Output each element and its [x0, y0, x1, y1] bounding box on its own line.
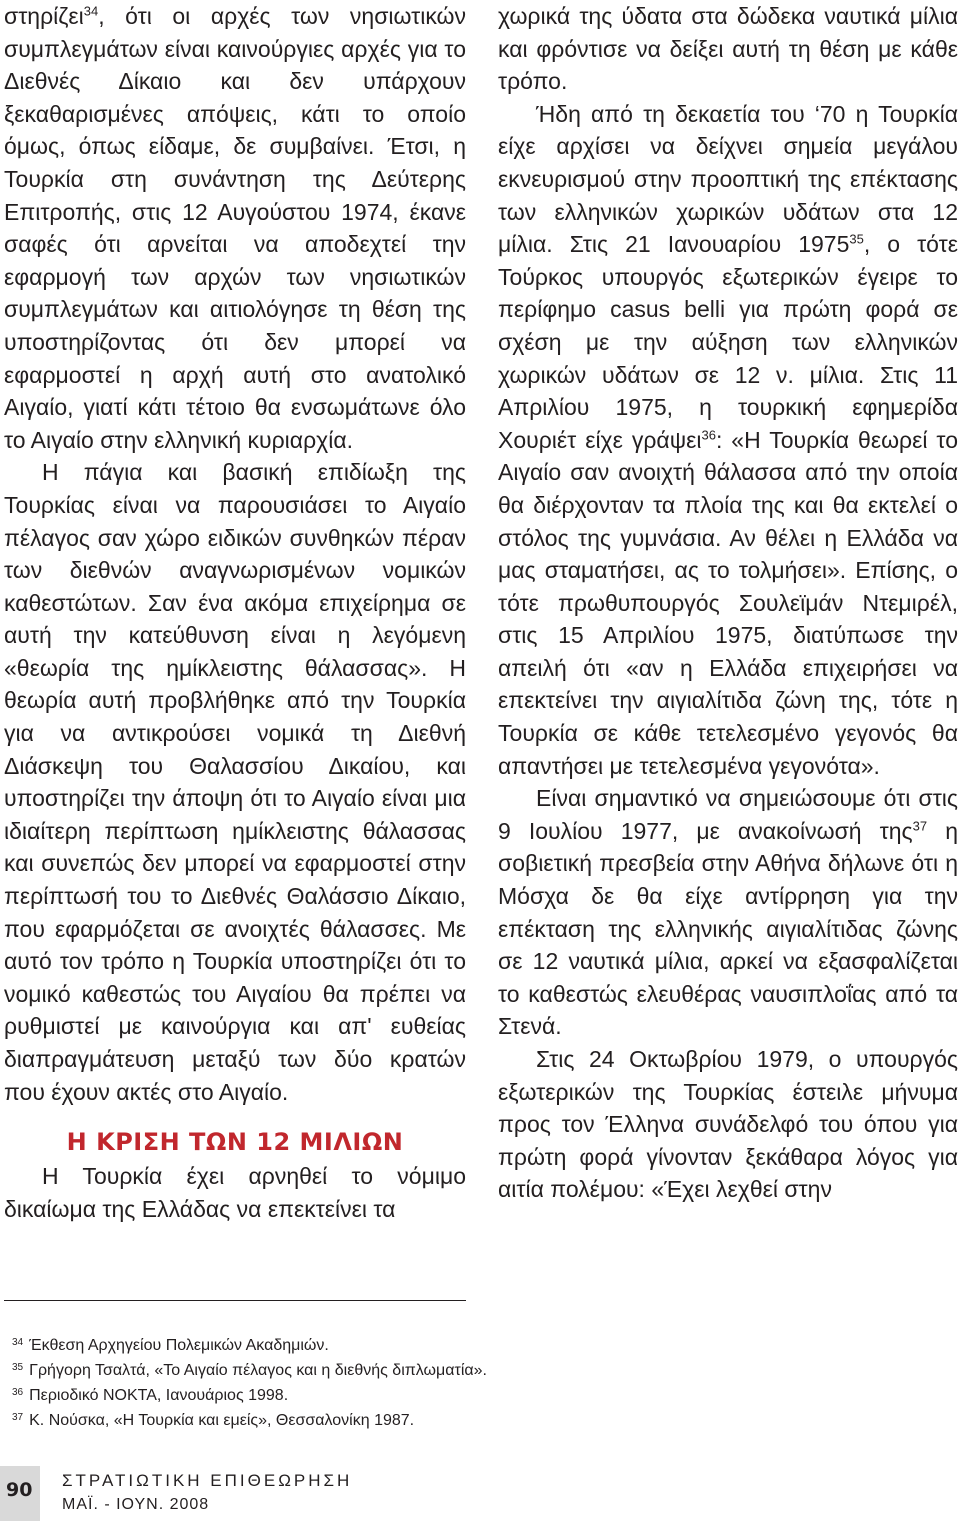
paragraph: Ήδη από τη δεκαετία του ‘70 η Τουρκία είχε αρχίσει να δείχνει σημεία μεγάλου εκνευρισμού στην προοπτική της επέκτασης των ελληνικών χωρικών υδάτων στα 12 μίλια. Στις 21 Ιανουαρίου 1975$^{35}$, ο τότε Τούρκος υπουργός εξωτερικών έγειρε το περίφημο casus belli για πρώτη φορά σε σχέση με την αύξηση των ελληνικών χωρικών υδάτων σε 12 ν. μίλια. Στις 11 Απριλίου 1975, η τουρκική εφημερίδα Χουριέτ είχε γράψει$^{36}$: «Η Τουρκία θεωρεί το Αιγαίο σαν ανοιχτή θάλασσα από την οποία θα διέρχονταν τα πλοία της και θα εκτελεί ο στόλος της γυμνάσια. Αν θέλει η Ελλάδα να μας σταματήσει, ας το τολμήσει». Επίσης, ο τότε πρωθυπουργός Σουλεϊμάν Ντεμιρέλ, στις 15 Απριλίου 1975, διατύπωσε την απειλή ότι «αν η Ελλάδα επιχειρήσει να επεκτείνει την αιγιαλίτιδα ζώνη της, τότε η Τουρκία σε κάθε τετελεσμένο γεγονός θα απαντήσει με τετελεσμένα γεγονότα».: [498, 100, 958, 779]
page-footer: [0, 1466, 960, 1521]
footnote-text: Κ. Νούσκα, «Η Τουρκία και εμείς», Θεσσαλονίκη 1987.: [29, 1412, 415, 1429]
footnote-ref[interactable]: 37: [912, 818, 928, 834]
footnote: [12, 1408, 487, 1433]
page-number-box: [0, 1466, 40, 1521]
paragraph: στηρίζει$^{34}$, ότι οι αρχές των νησιωτικών συμπλεγμάτων είναι καινούργιες αρχές για το Διεθνές Δίκαιο και δεν υπάρχουν ξεκαθαρισμένες απόψεις, κάτι το οποίο όμως, όπως είδαμε, δε συμβαίνει. Έτσι, η Τουρκία στη συνάντηση της Δεύτερης Επιτροπής, στις 12 Αυγούστου 1974, έκανε σαφές ότι αρνείται να αποδεχτεί την εφαρμογή των αρχών των νησιωτικών συμπλεγμάτων και αιτιολόγησε τη θέση της υποστηρίζοντας ότι δεν μπορεί να εφαρμοστεί η αρχή αυτή στο ανατολικό Αιγαίο, γιατί κάτι τέτοιο θα ενσωμάτωνε όλο το Αιγαίο στην ελληνική κυριαρχία.: [4, 3, 466, 453]
footnote: [12, 1358, 487, 1383]
paragraph: Η πάγια και βασική επιδίωξη της Τουρκίας είναι να παρουσιάσει το Αιγαίο πέλαγος σαν χώρο ειδικών συνθηκών πέραν των διεθνών αναγνωρισμένων νομικών καθεστώτων. Σαν ένα ακόμα επιχείρημα σε αυτή την κατεύθυνση είναι η λεγόμενη «θεωρία της ημίκλειστης θάλασσας». Η θεωρία αυτή προβλήθηκε από την Τουρκία για να αντικρούσει νομικά τη Διεθνή Διάσκεψη του Θαλασσίου Δικαίου, και υποστηρίζει την άποψη ότι το Αιγαίο είναι μια ιδιαίτερη περίπτωση ημίκλειστης θάλασσας και συνεπώς δεν μπορεί να εφαρμοστεί στην περίπτωσή του το Διεθνές Θαλάσσιο Δίκαιο, που εφαρμόζεται σε ανοιχτές θάλασσες. Με αυτό τον τρόπο η Τουρκία υποστηρίζει ότι το νομικό καθεστώς του Αιγαίου θα πρέπει να ρυθμιστεί με καινούργια και απ' ευθείας διαπραγμάτευση μεταξύ των δύο κρατών που έχουν ακτές στο Αιγαίο.: [4, 459, 466, 1105]
page-number: 90: [6, 1479, 33, 1501]
footnote-ref[interactable]: 34: [83, 3, 99, 19]
issue-date: ΜΑΪ. - ΙΟΥΝ. 2008: [62, 1496, 210, 1513]
footnote-number: 36: [12, 1387, 24, 1398]
right-column: [498, 0, 958, 1206]
footnote-number: 37: [12, 1412, 24, 1423]
footnote: [12, 1383, 487, 1408]
footnote-text: Γρήγορη Τσαλτά, «Το Αιγαίο πέλαγος και η διεθνής διπλωματία».: [29, 1362, 487, 1379]
footnote-text: Περιοδικό ΝΟΚΤΑ, Ιανουάριος 1998.: [29, 1387, 289, 1404]
left-column: [4, 0, 466, 1225]
paragraph: Η Τουρκία έχει αρνηθεί το νόμιμο δικαίωμα της Ελλάδας να επεκτείνει τα: [4, 1163, 466, 1222]
footnote-number: 35: [12, 1362, 24, 1373]
magazine-title: ΣΤΡΑΤΙΩΤΙΚΗ ΕΠΙΘΕΩΡΗΣΗ: [62, 1471, 353, 1490]
footnote-divider: [4, 1300, 466, 1301]
footnote-ref[interactable]: 35: [849, 231, 864, 247]
footnote: [12, 1333, 487, 1358]
footnote-text: Έκθεση Αρχηγείου Πολεμικών Ακαδημιών.: [29, 1337, 329, 1354]
paragraph: χωρικά της ύδατα στα δώδεκα ναυτικά μίλια και φρόντισε να δείξει αυτή τη θέση με κάθε τρόπο.: [498, 3, 958, 95]
section-heading: Η ΚΡΙΣΗ ΤΩΝ 12 ΜΙΛΙΩΝ: [66, 1128, 404, 1157]
paragraph: Στις 24 Οκτωβρίου 1979, ο υπουργός εξωτερικών της Τουρκίας έστειλε μήνυμα προς τον Έλληνα συνάδελφό του όπου για πρώτη φορά γίνονταν ξεκάθαρα λόγος για αιτία πολέμου: «Έχει λεχθεί στην: [498, 1046, 958, 1203]
footnotes: [12, 1333, 487, 1433]
paragraph: Είναι σημαντικό να σημειώσουμε ότι στις 9 Ιουλίου 1977, με ανακοίνωσή της$^{37}$ η σοβιετική πρεσβεία στην Αθήνα δήλωνε ότι η Μόσχα δε θα είχε αντίρρηση για την επέκταση της ελληνικής αιγιαλίτιδας ζώνης σε 12 ναυτικά μίλια, αρκεί να εξασφαλίζεται το καθεστώς ελευθέρας ναυσιπλοΐας από τα Στενά.: [498, 785, 958, 1040]
footnote-ref[interactable]: 36: [701, 427, 716, 443]
footnote-number: 34: [12, 1337, 24, 1348]
